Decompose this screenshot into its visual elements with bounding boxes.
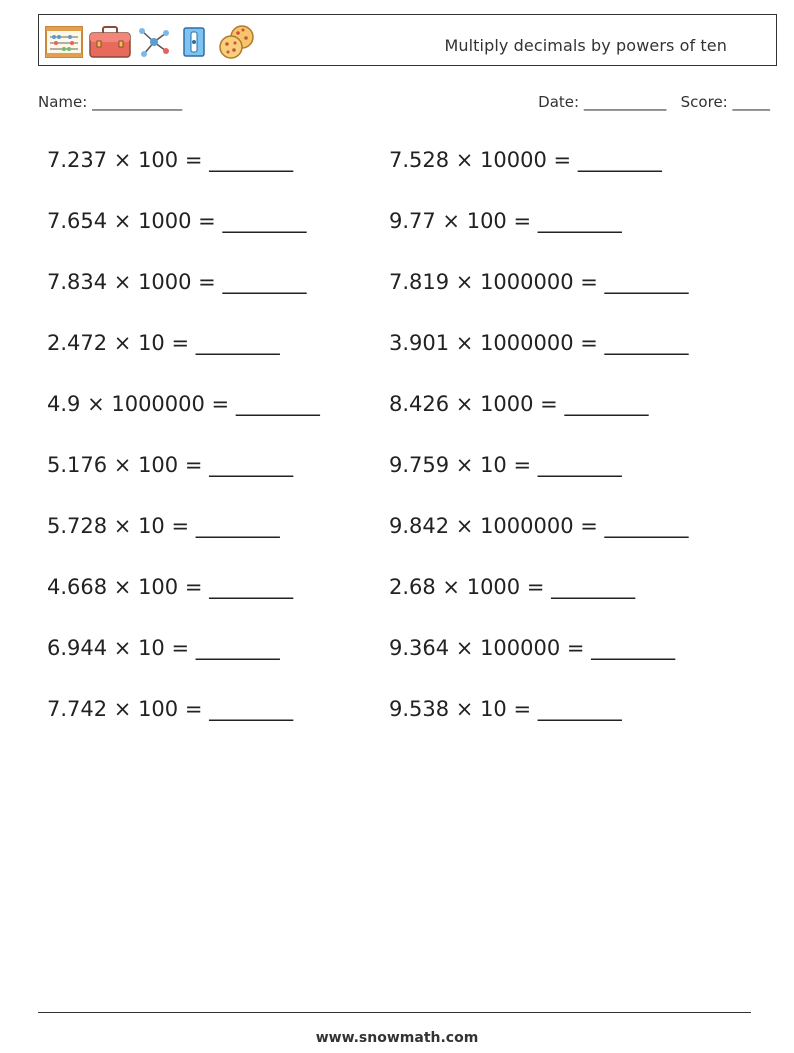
- abacus-icon: [44, 24, 84, 60]
- problem: 3.901 × 1000000 = ________: [389, 331, 689, 355]
- name-label: Name: ____________: [38, 93, 183, 111]
- score-label: Score: _____: [680, 93, 770, 111]
- worksheet-header: [38, 14, 777, 66]
- worksheet-title: Multiply decimals by powers of ten: [444, 36, 727, 55]
- problem: 7.819 × 1000000 = ________: [389, 270, 689, 294]
- briefcase-icon: [88, 24, 132, 60]
- problem: 4.9 × 1000000 = ________: [47, 392, 320, 416]
- footer-divider: [38, 1012, 751, 1013]
- problem-row: [47, 270, 747, 310]
- problem: 7.528 × 10000 = ________: [389, 148, 662, 172]
- date-score-fields: [538, 93, 770, 111]
- problem-row: [47, 514, 747, 554]
- problem: 7.742 × 100 = ________: [47, 697, 294, 721]
- problem: 2.68 × 1000 = ________: [389, 575, 636, 599]
- problem: 8.426 × 1000 = ________: [389, 392, 649, 416]
- footer-website: www.snowmath.com: [315, 1030, 479, 1046]
- date-label: Date: ___________: [538, 93, 667, 111]
- problem: 9.759 × 10 = ________: [389, 453, 622, 477]
- cookies-icon: [216, 24, 258, 60]
- problem: 5.176 × 100 = ________: [47, 453, 294, 477]
- header-icons: [44, 22, 258, 62]
- problem: 7.237 × 100 = ________: [47, 148, 294, 172]
- molecule-icon: [136, 24, 172, 60]
- problem-row: [47, 148, 747, 188]
- problem: 2.472 × 10 = ________: [47, 331, 280, 355]
- problem: 9.842 × 1000000 = ________: [389, 514, 689, 538]
- problem: 7.834 × 1000 = ________: [47, 270, 307, 294]
- problem-row: [47, 209, 747, 249]
- problem: 7.654 × 1000 = ________: [47, 209, 307, 233]
- problem: 9.538 × 10 = ________: [389, 697, 622, 721]
- problem: 9.77 × 100 = ________: [389, 209, 622, 233]
- problem-row: [47, 453, 747, 493]
- problem: 5.728 × 10 = ________: [47, 514, 280, 538]
- sharpener-icon: [176, 24, 212, 60]
- problem-row: [47, 697, 747, 737]
- name-field: [38, 93, 182, 111]
- problem: 4.668 × 100 = ________: [47, 575, 294, 599]
- problem-row: [47, 636, 747, 676]
- problem: 6.944 × 10 = ________: [47, 636, 280, 660]
- problem: 9.364 × 100000 = ________: [389, 636, 676, 660]
- problem-row: [47, 575, 747, 615]
- problem-row: [47, 392, 747, 432]
- problem-row: [47, 331, 747, 371]
